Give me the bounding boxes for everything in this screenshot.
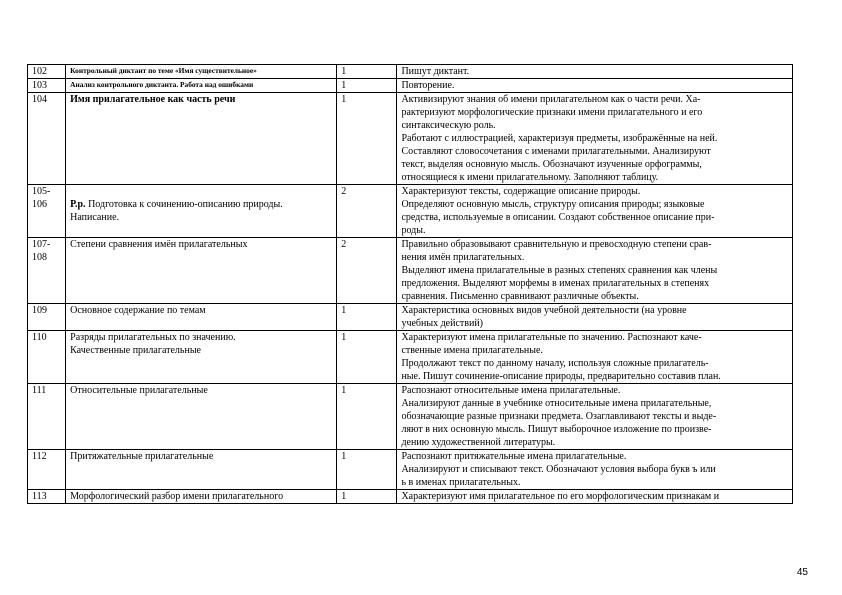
lesson-activities: Пишут диктант.	[397, 65, 793, 79]
lesson-activities: Характеризуют имена прилагательные по значению. Распознают каче- ственные имена прилагательные. Продолжают текст по данному началу, используя сложные прилагатель- ные. Пишут сочинение-описание природы, предварительно составив план.	[397, 331, 793, 384]
table-row	[28, 65, 793, 79]
lesson-activities: Повторение.	[397, 79, 793, 93]
speech-development-prefix: Р.р.	[70, 199, 86, 210]
lesson-hours: 1	[337, 304, 397, 331]
lesson-number: 112	[28, 450, 66, 490]
lesson-topic: Р.р. Подготовка к сочинению-описанию природы. Написание.	[66, 185, 337, 238]
lesson-hours: 1	[337, 384, 397, 450]
lesson-activities: Характеризуют тексты, содержащие описание природы. Определяют основную мысль, структуру описания природы; языковые средства, используемые в описании. Создают собственное описание при- роды.	[397, 185, 793, 238]
lesson-hours: 1	[337, 331, 397, 384]
lesson-topic: Имя прилагательное как часть речи	[66, 93, 337, 185]
table-row	[28, 79, 793, 93]
lesson-hours: 1	[337, 79, 397, 93]
lesson-activities: Распознают притяжательные имена прилагательные. Анализируют и списывают текст. Обозначают условия выбора букв ъ или ь в именах прилагательных.	[397, 450, 793, 490]
lesson-activities: Правильно образовывают сравнительную и превосходную степени срав- нения имён прилагательных. Выделяют имена прилагательные в разных степенях сравнения как члены предложения. Выделяют морфемы в именах прилагательных в степенях сравнения. Письменно сравнивают различные объекты.	[397, 238, 793, 304]
lesson-number: 104	[28, 93, 66, 185]
table-row	[28, 331, 793, 384]
lesson-topic: Относительные прилагательные	[66, 384, 337, 450]
lesson-topic: Основное содержание по темам	[66, 304, 337, 331]
lesson-topic: Разряды прилагательных по значению. Качественные прилагательные	[66, 331, 337, 384]
lesson-number: 109	[28, 304, 66, 331]
table-row	[28, 93, 793, 185]
lesson-hours: 2	[337, 238, 397, 304]
table-row	[28, 384, 793, 450]
lesson-hours: 1	[337, 490, 397, 504]
lesson-hours: 1	[337, 65, 397, 79]
lesson-hours: 1	[337, 93, 397, 185]
lesson-plan-table	[27, 64, 793, 504]
table-row	[28, 490, 793, 504]
lesson-topic: Анализ контрольного диктанта. Работа над ошибками	[66, 79, 337, 93]
lesson-topic: Контрольный диктант по теме «Имя существительное»	[66, 65, 337, 79]
table-row	[28, 304, 793, 331]
lesson-number: 102	[28, 65, 66, 79]
lesson-activities: Распознают относительные имена прилагательные. Анализируют данные в учебнике относительные имена прилагательные, обозначающие разные признаки предмета. Озаглавливают тексты и выде- ляют в них основную мысль. Пишут выборочное изложение по произве- дению художественной литературы.	[397, 384, 793, 450]
lesson-number: 113	[28, 490, 66, 504]
lesson-number: 107- 108	[28, 238, 66, 304]
lesson-topic: Морфологический разбор имени прилагательного	[66, 490, 337, 504]
table-row	[28, 238, 793, 304]
lesson-activities: Характеризуют имя прилагательное по его морфологическим признакам и	[397, 490, 793, 504]
lesson-number: 103	[28, 79, 66, 93]
lesson-hours: 2	[337, 185, 397, 238]
lesson-topic: Степени сравнения имён прилагательных	[66, 238, 337, 304]
lesson-number: 111	[28, 384, 66, 450]
table-row	[28, 185, 793, 238]
lesson-topic: Притяжательные прилагательные	[66, 450, 337, 490]
lesson-activities: Характеристика основных видов учебной деятельности (на уровне учебных действий)	[397, 304, 793, 331]
lesson-activities: Активизируют знания об имени прилагательном как о части речи. Ха- рактеризуют морфологические признаки имени прилагательного и его синтаксическую роль. Работают с иллюстрацией, характеризуя предметы, изображённые на ней. Составляют словосочетания с именами прилагательными. Анализируют текст, выделяя основную мысль. Обозначают изученные орфограммы, относящиеся к имени прилагательному. Заполняют таблицу.	[397, 93, 793, 185]
lesson-number: 105- 106	[28, 185, 66, 238]
lesson-number: 110	[28, 331, 66, 384]
table-row	[28, 450, 793, 490]
page-number: 45	[796, 567, 808, 578]
lesson-hours: 1	[337, 450, 397, 490]
